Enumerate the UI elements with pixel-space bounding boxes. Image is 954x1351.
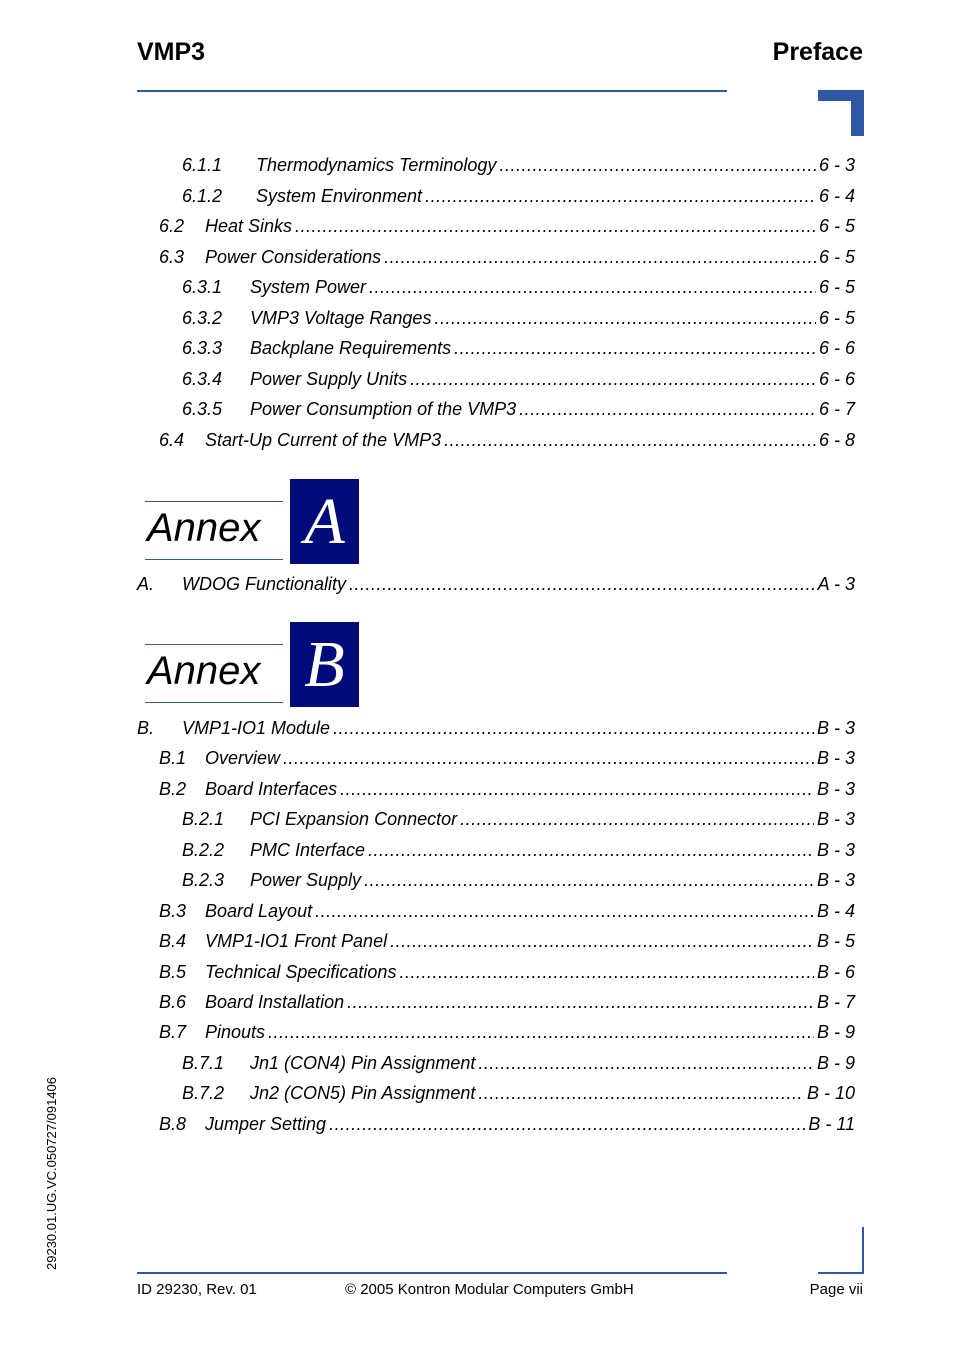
toc-number: B.8 [159,1114,187,1134]
toc-title: Jn2 (CON5) Pin Assignment [250,1083,476,1103]
toc-page: 6 - 5 [818,216,855,236]
toc-page: B - 7 [816,992,855,1012]
toc-number: B.2.3 [182,870,225,890]
toc-number: 6.3.3 [182,338,223,358]
toc-number: 6.2 [159,216,185,236]
toc-page: B - 3 [816,870,855,890]
toc-title: VMP1-IO1 Front Panel [205,931,388,951]
toc-leader [364,868,814,892]
toc-page: B - 3 [816,809,855,829]
toc-number: B.2.2 [182,840,225,860]
toc-leader [390,929,814,953]
toc-leader [444,428,816,452]
toc-title: Board Interfaces [205,779,338,799]
toc-page: 6 - 6 [818,369,855,389]
toc-page: B - 5 [816,931,855,951]
toc-title: Jn1 (CON4) Pin Assignment [250,1053,476,1073]
toc-page: 6 - 6 [818,338,855,358]
toc-title: System Environment [256,186,423,206]
toc-number: 6.4 [159,430,185,450]
toc-title: VMP3 Voltage Ranges [250,308,432,328]
toc-leader [384,245,816,269]
toc-leader [347,990,814,1014]
toc-title: Power Supply [250,870,362,890]
annex-a-rule-top [145,501,283,502]
toc-page: B - 4 [816,901,855,921]
toc-entry[interactable] [182,868,855,892]
toc-number: B. [137,718,155,738]
annex-a-letter-box: A [290,479,359,564]
toc-leader [340,777,814,801]
annex-b-rule-top [145,644,283,645]
toc-entry[interactable] [159,960,855,984]
corner-mark-bottom-v [862,1227,864,1274]
header-left: VMP3 [137,38,206,66]
toc-leader [478,1051,814,1075]
toc-page: 6 - 5 [818,308,855,328]
toc-title: Pinouts [205,1022,266,1042]
toc-number: A. [137,574,155,594]
toc-page: 6 - 5 [818,277,855,297]
toc-entry[interactable] [159,1112,855,1136]
footer-rule [137,1272,727,1274]
toc-title: Power Supply Units [250,369,408,389]
toc-entry[interactable] [159,245,855,269]
corner-mark-top-v [851,90,864,136]
toc-entry[interactable] [182,306,855,330]
toc-leader [460,807,814,831]
toc-entry[interactable] [159,746,855,770]
toc-page: 6 - 8 [818,430,855,450]
annex-b-word: Annex [147,649,261,693]
toc-entry[interactable] [159,1020,855,1044]
toc-leader [295,214,816,238]
toc-entry[interactable] [159,899,855,923]
toc-leader [369,275,816,299]
toc-entry[interactable] [182,184,855,208]
toc-title: Board Layout [205,901,313,921]
toc-page: B - 3 [816,779,855,799]
toc-entry[interactable] [182,1051,855,1075]
header-rule [137,90,727,92]
toc-entry[interactable] [137,716,855,740]
toc-leader [478,1081,804,1105]
toc-leader [434,306,816,330]
toc-leader [399,960,814,984]
toc-number: B.7 [159,1022,187,1042]
toc-page: 6 - 7 [818,399,855,419]
toc-entry[interactable] [159,214,855,238]
toc-title: Heat Sinks [205,216,293,236]
toc-number: B.4 [159,931,187,951]
toc-entry[interactable] [137,572,855,596]
toc-page: B - 6 [816,962,855,982]
toc-entry[interactable] [182,397,855,421]
toc-page: B - 3 [816,748,855,768]
toc-entry[interactable] [159,428,855,452]
toc-leader [349,572,815,596]
annex-a-rule-bottom [145,559,283,560]
toc-leader [425,184,816,208]
toc-title: WDOG Functionality [182,574,347,594]
toc-page: B - 9 [816,1022,855,1042]
toc-number: 6.3.4 [182,369,223,389]
toc-title: Thermodynamics Terminology [256,155,497,175]
toc-title: Jumper Setting [205,1114,327,1134]
toc-leader [368,838,814,862]
toc-entry[interactable] [159,777,855,801]
toc-number: 6.3 [159,247,185,267]
annex-b-letter-box: B [290,622,359,707]
toc-number: B.7.2 [182,1083,225,1103]
toc-entry[interactable] [159,929,855,953]
toc-title: Overview [205,748,281,768]
toc-number: B.1 [159,748,187,768]
toc-title: PMC Interface [250,840,366,860]
header-right: Preface [772,38,863,66]
toc-entry[interactable] [182,367,855,391]
toc-leader [499,153,816,177]
toc-number: 6.3.2 [182,308,223,328]
toc-title: VMP1-IO1 Module [182,718,331,738]
toc-page: B - 3 [816,840,855,860]
toc-leader [454,336,816,360]
annex-a-word: Annex [147,506,261,550]
toc-number: 6.3.5 [182,399,223,419]
toc-title: System Power [250,277,367,297]
toc-number: B.6 [159,992,187,1012]
toc-page: B - 10 [806,1083,855,1103]
toc-page: 6 - 5 [818,247,855,267]
toc-number: B.2.1 [182,809,225,829]
toc-leader [333,716,814,740]
toc-entry[interactable] [182,153,855,177]
toc-entry[interactable] [182,1081,855,1105]
corner-mark-bottom-h [818,1272,864,1274]
toc-leader [315,899,814,923]
toc-title: PCI Expansion Connector [250,809,458,829]
toc-leader [283,746,814,770]
footer-doc-id: ID 29230, Rev. 01 [137,1281,257,1298]
toc-entry[interactable] [159,990,855,1014]
toc-number: B.7.1 [182,1053,225,1073]
toc-number: 6.1.2 [182,186,223,206]
toc-number: B.3 [159,901,187,921]
toc-title: Board Installation [205,992,345,1012]
toc-page: 6 - 3 [818,155,855,175]
toc-entry[interactable] [182,807,855,831]
footer-copyright: © 2005 Kontron Modular Computers GmbH [345,1281,634,1298]
toc-entry[interactable] [182,838,855,862]
annex-b-rule-bottom [145,702,283,703]
toc-leader [268,1020,814,1044]
toc-title: Power Considerations [205,247,382,267]
toc-title: Backplane Requirements [250,338,452,358]
toc-page: A - 3 [817,574,855,594]
toc-number: B.5 [159,962,187,982]
toc-number: 6.1.1 [182,155,223,175]
toc-leader [519,397,816,421]
toc-page: B - 9 [816,1053,855,1073]
toc-page: B - 11 [808,1114,855,1134]
document-id-vertical: 29230.01.UG.VC.050727/091406 [44,1077,59,1270]
toc-page: 6 - 4 [818,186,855,206]
toc-entry[interactable] [182,275,855,299]
toc-page: B - 3 [816,718,855,738]
toc-entry[interactable] [182,336,855,360]
toc-title: Technical Specifications [205,962,397,982]
toc-leader [410,367,816,391]
toc-title: Power Consumption of the VMP3 [250,399,517,419]
toc-number: 6.3.1 [182,277,223,297]
footer-page-number: Page vii [809,1281,863,1298]
toc-title: Start-Up Current of the VMP3 [205,430,442,450]
toc-number: B.2 [159,779,187,799]
toc-leader [329,1112,805,1136]
